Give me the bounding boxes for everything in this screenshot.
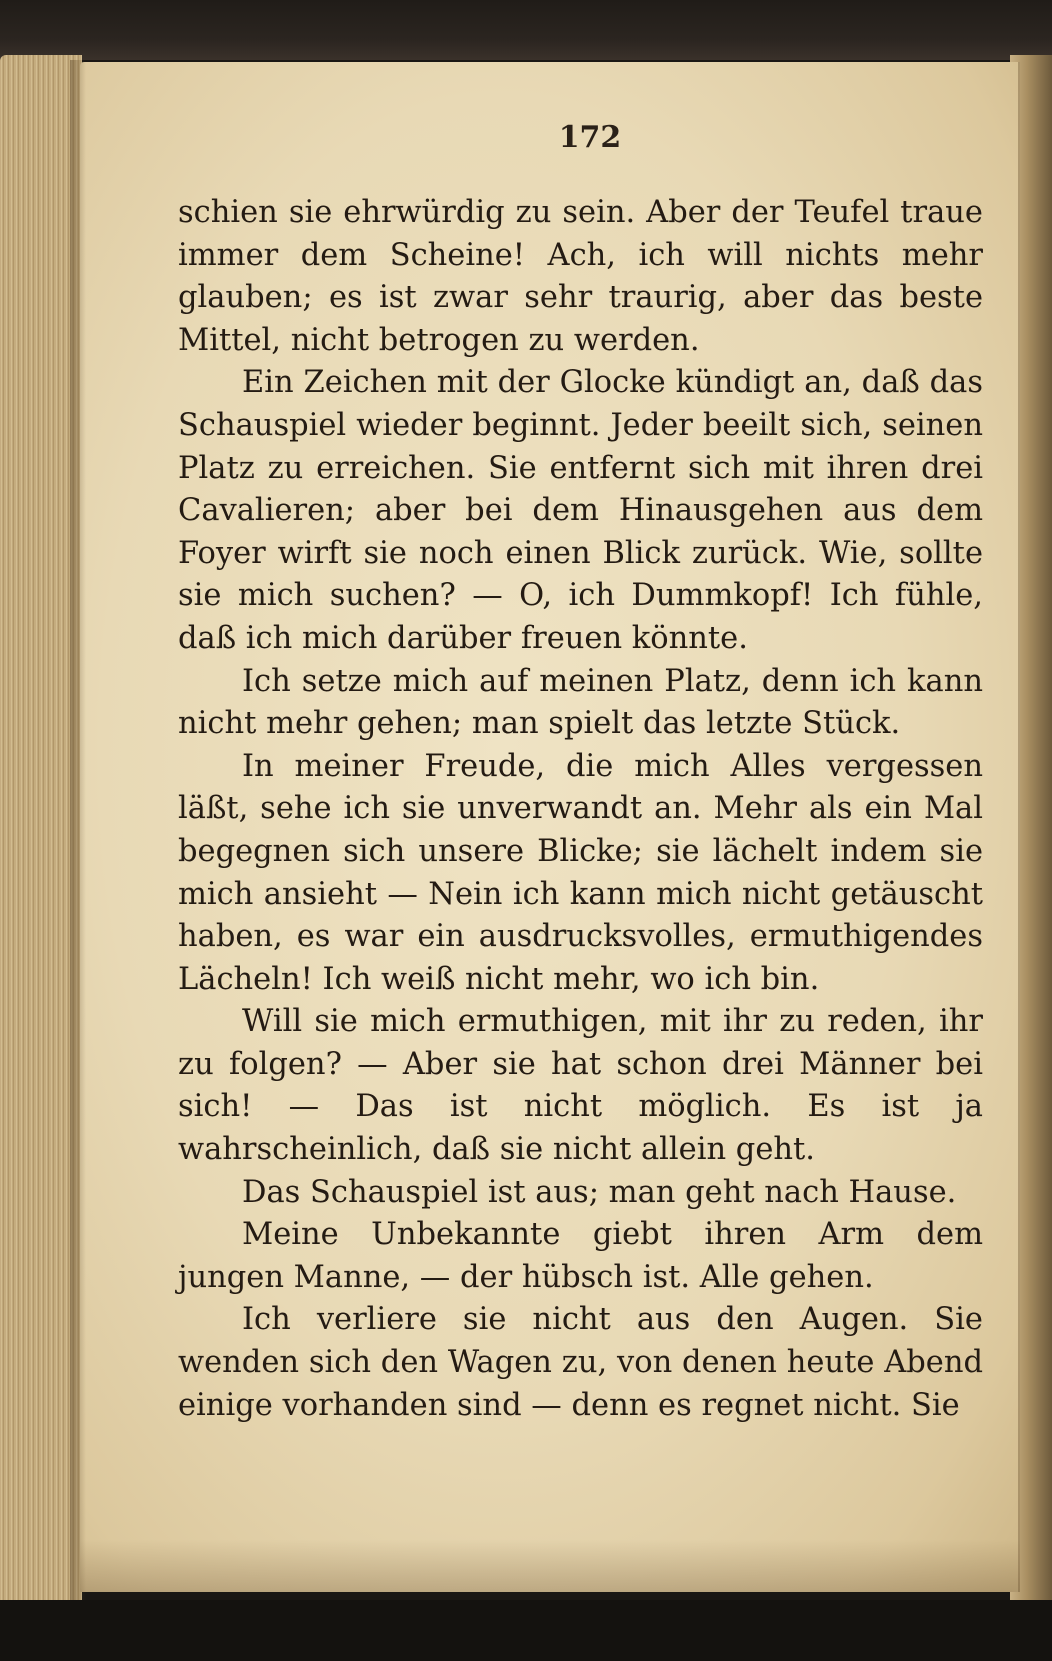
book-cover-top-edge [0, 0, 1052, 60]
page-gutter [1018, 62, 1020, 1592]
body-text [178, 192, 983, 1427]
paragraph: Meine Unbekannte giebt ihren Arm dem jungen Manne, — der hübsch ist. Alle gehen. [178, 1217, 983, 1295]
paragraph: schien sie ehrwürdig zu sein. Aber der Teufel traue immer dem Scheine! Ach, ich will nichts mehr glauben; es ist zwar sehr traurig, aber das beste Mittel, nicht betrogen zu werden. [178, 195, 983, 358]
page-number: 172 [558, 120, 622, 155]
paragraph: Das Schauspiel ist aus; man geht nach Hause. [242, 1174, 957, 1210]
paragraph: In meiner Freude, die mich Alles vergessen läßt, sehe ich sie unverwandt an. Mehr als ein Mal begegnen sich unsere Blicke; sie lächelt indem sie mich ansieht — Nein ich kann mich nicht getäuscht haben, es war ein ausdrucksvolles, ermuthigendes Lächeln! Ich weiß nicht mehr, wo ich bin. [178, 748, 983, 997]
paragraph: Ein Zeichen mit der Glocke kündigt an, daß das Schauspiel wieder beginnt. Jeder beeilt sich, seinen Platz zu erreichen. Sie entfernt sich mit ihren drei Cavalieren; aber bei dem Hinausgehen aus dem Foyer wirft sie noch einen Blick zurück. Wie, sollte sie mich suchen? — O, ich Dummkopf! Ich fühle, daß ich mich darüber freuen könnte. [178, 365, 983, 656]
page-stack-shadow [70, 60, 86, 1610]
paragraph: Will sie mich ermuthigen, mit ihr zu reden, ihr zu folgen? — Aber sie hat schon drei Männer bei sich! — Das ist nicht möglich. Es ist ja wahrscheinlich, daß sie nicht allein geht. [178, 1004, 983, 1168]
paragraph: Ich verliere sie nicht aus den Augen. Sie wenden sich den Wagen zu, von denen heute Abend einige vorhanden sind — denn es regnet nicht. Sie [178, 1302, 983, 1423]
paragraph: Ich setze mich auf meinen Platz, denn ich kann nicht mehr gehen; man spielt das letzte Stück. [178, 663, 983, 742]
page-bottom-shadow [80, 1540, 1020, 1592]
backdrop [0, 1600, 1052, 1661]
